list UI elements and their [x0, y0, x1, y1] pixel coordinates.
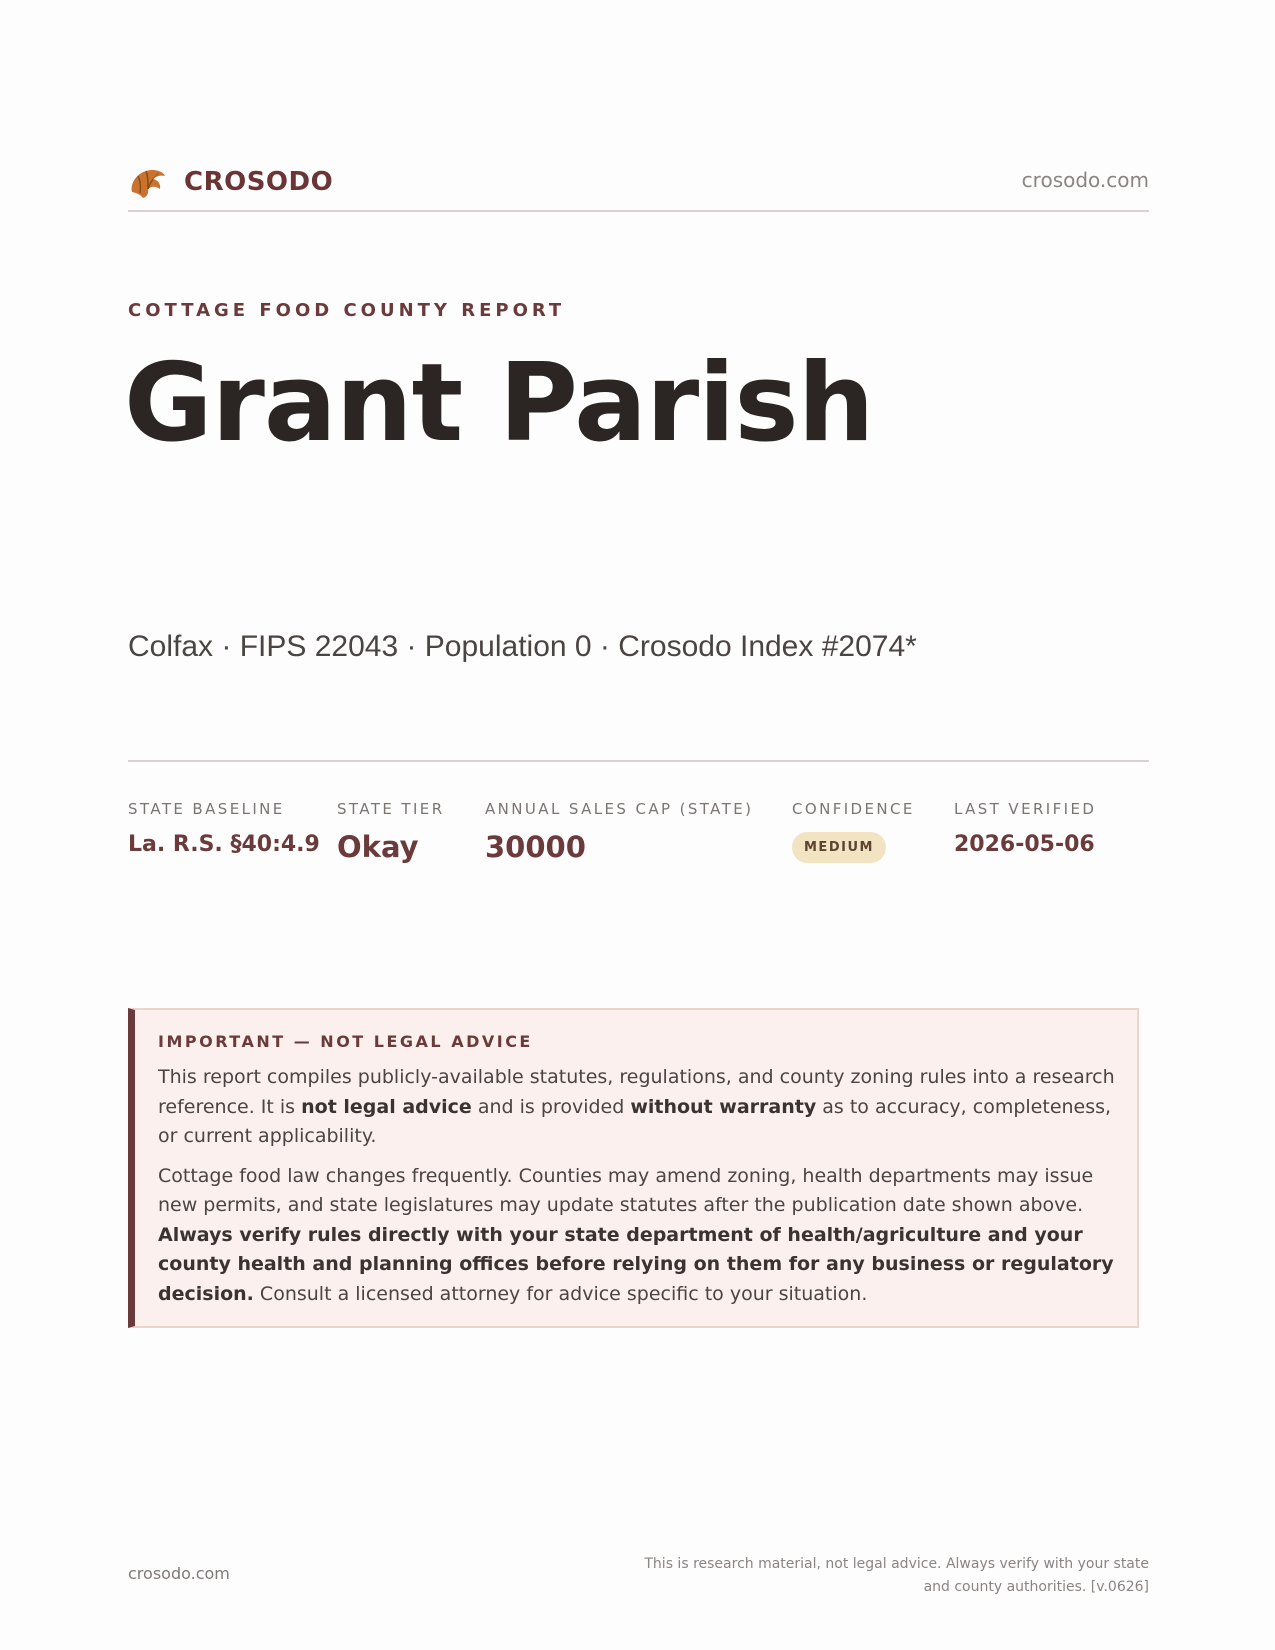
report-eyebrow: COTTAGE FOOD COUNTY REPORT [128, 300, 566, 321]
report-page [124, 0, 1149, 1650]
notice-text: as to accuracy, completeness, or current applicability. [158, 1095, 1112, 1147]
legal-notice [128, 1008, 1139, 1328]
notice-text: Cottage food law changes frequently. Counties may amend zoning, health departments may issue new permits, and state legislatures may update statutes after the publication date shown above. [158, 1164, 1094, 1216]
footer-site-link[interactable]: crosodo.com [128, 1564, 230, 1583]
notice-emphasis: without warranty [630, 1095, 817, 1118]
stat-value: 30000 [485, 830, 586, 864]
page-title: Grant Parish [124, 341, 874, 466]
stat-sales-cap [485, 800, 753, 864]
notice-text: and is provided [471, 1095, 631, 1118]
stat-value: 2026-05-06 [954, 832, 1095, 857]
notice-heading: IMPORTANT — NOT LEGAL ADVICE [158, 1032, 533, 1051]
notice-text: Consult a licensed attorney for advice specific to your situation. [253, 1282, 868, 1305]
brand-name: CROSODO [184, 167, 334, 197]
stat-state-tier [337, 800, 445, 864]
stat-confidence [792, 800, 915, 863]
footer-disclaimer-line: This is research material, not legal advice. Always verify with your state [644, 1556, 1149, 1572]
stat-value: La. R.S. §40:4.9 [128, 832, 320, 857]
report-subtitle: Colfax · FIPS 22043 · Population 0 · Crosodo Index #2074* [128, 630, 917, 663]
page-header [128, 150, 1149, 212]
header-site-link[interactable]: crosodo.com [1021, 168, 1149, 192]
stat-label: LAST VERIFIED [954, 800, 1097, 818]
stat-label: ANNUAL SALES CAP (STATE) [485, 800, 754, 818]
notice-emphasis: Always verify rules directly with your state department of health/agriculture and your county health and planning offices before relying on them for any business or regulatory decision. [158, 1223, 1114, 1305]
notice-paragraph [158, 1162, 1128, 1310]
stat-label: STATE TIER [337, 800, 445, 818]
stat-label: STATE BASELINE [128, 800, 285, 818]
stat-state-baseline [128, 800, 320, 857]
footer-disclaimer [629, 1553, 1149, 1599]
croissant-icon [128, 162, 168, 202]
stat-value: Okay [337, 830, 419, 864]
footer-disclaimer-line: and county authorities. [v.0626] [923, 1579, 1149, 1595]
stats-divider [128, 760, 1149, 762]
stat-label: CONFIDENCE [792, 800, 915, 818]
notice-paragraph [158, 1063, 1128, 1152]
notice-emphasis: not legal advice [301, 1095, 472, 1118]
stat-last-verified [954, 800, 1096, 857]
brand-logo [128, 162, 333, 202]
notice-text: This report compiles publicly-available statutes, regulations, and county zoning rules into a research reference. It is [158, 1066, 1115, 1118]
status-badge: MEDIUM [792, 832, 886, 863]
